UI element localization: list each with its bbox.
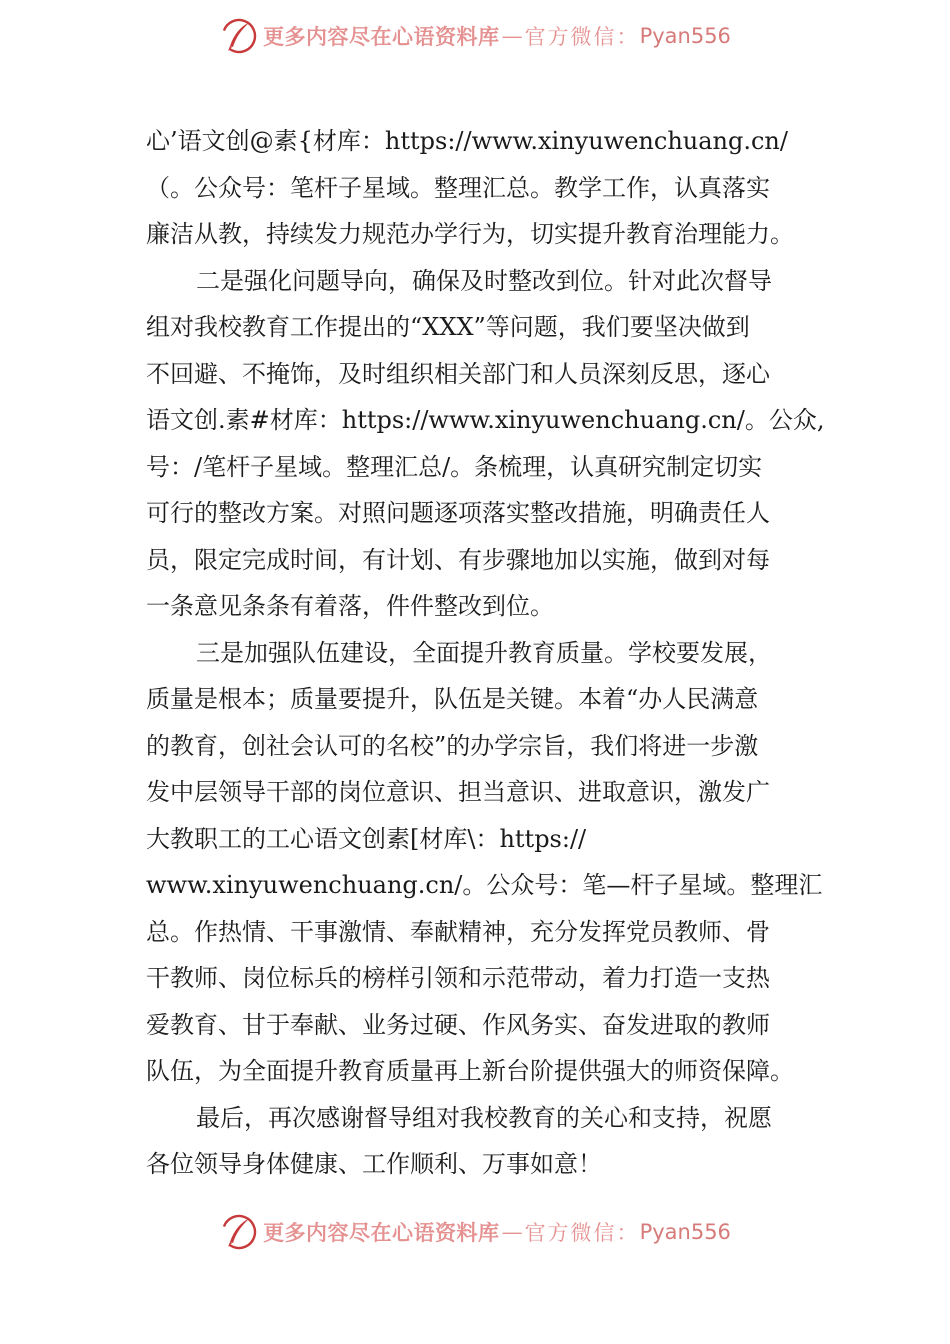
banner-slogan: 更多内容尽在心语资料库 — [263, 1220, 500, 1245]
text-line: www.xinyuwenchuang.cn/。公众号：笔—杆子星域。整理汇 — [146, 871, 823, 899]
banner-wechat-id: Pyan556 — [639, 1220, 731, 1244]
text-line: 大教职工的工心语文创素[材库\：https:// — [146, 824, 587, 853]
banner-wechat-label: 官方微信： — [524, 25, 640, 49]
banner-separator: — — [501, 1220, 523, 1244]
banner-wechat-id: Pyan556 — [639, 24, 731, 48]
text-line: 队伍，为全面提升教育质量再上新台阶提供强大的师资保障。 — [146, 1057, 794, 1085]
header-banner — [0, 14, 950, 58]
quill-logo-icon — [219, 16, 259, 56]
text-line: 各位领导身体健康、工作顺利、万事如意！ — [146, 1150, 602, 1178]
text-line: 一条意见条条有着落，件件整改到位。 — [146, 592, 554, 620]
text-line: 语文创.素#材库：https://www.xinyuwenchuang.cn/。公众, — [146, 406, 825, 434]
text-line: 二是强化问题导向，确保及时整改到位。针对此次督导 — [196, 266, 772, 295]
text-line: 三是加强队伍建设，全面提升教育质量。学校要发展， — [196, 638, 772, 667]
text-line: 发中层领导干部的岗位意识、担当意识、进取意识，激发广 — [146, 778, 770, 806]
text-line: 员，限定完成时间，有计划、有步骤地加以实施，做到对每 — [146, 545, 770, 574]
text-line: 号：/笔杆子星域。整理汇总/。条梳理，认真研究制定切实 — [146, 452, 763, 481]
text-line: （。公众号：笔杆子星域。整理汇总。教学工作，认真落实 — [146, 173, 770, 202]
text-line: 最后，再次感谢督导组对我校教育的关心和支持，祝愿 — [196, 1103, 772, 1132]
text-line: 心’语文创@素{材库：https://www.xinyuwenchuang.cn/ — [146, 127, 788, 155]
footer-banner — [0, 1210, 950, 1254]
text-line: 的教育，创社会认可的名校”的办学宗旨，我们将进一步激 — [146, 731, 759, 760]
text-line: 廉洁从教，持续发力规范办学行为，切实提升教育治理能力。 — [146, 220, 794, 248]
text-line: 爱教育、甘于奉献、业务过硬、作风务实、奋发进取的教师 — [146, 1010, 770, 1039]
text-line: 总。作热情、干事激情、奉献精神，充分发挥党员教师、骨 — [146, 917, 770, 946]
text-line: 质量是根本；质量要提升，队伍是关键。本着“办人民满意 — [146, 685, 759, 713]
banner-wechat-label: 官方微信： — [524, 1221, 640, 1245]
text-line: 可行的整改方案。对照问题逐项落实整改措施，明确责任人 — [146, 499, 770, 527]
banner-slogan: 更多内容尽在心语资料库 — [263, 24, 500, 49]
text-line: 不回避、不掩饰，及时组织相关部门和人员深刻反思，逐心 — [146, 359, 770, 388]
text-line: 干教师、岗位标兵的榜样引领和示范带动，着力打造一支热 — [146, 964, 770, 992]
text-line: 组对我校教育工作提出的“XXX”等问题，我们要坚决做到 — [146, 313, 750, 341]
banner-separator: — — [501, 24, 523, 48]
quill-logo-icon — [219, 1212, 259, 1252]
document-body — [146, 118, 836, 1188]
